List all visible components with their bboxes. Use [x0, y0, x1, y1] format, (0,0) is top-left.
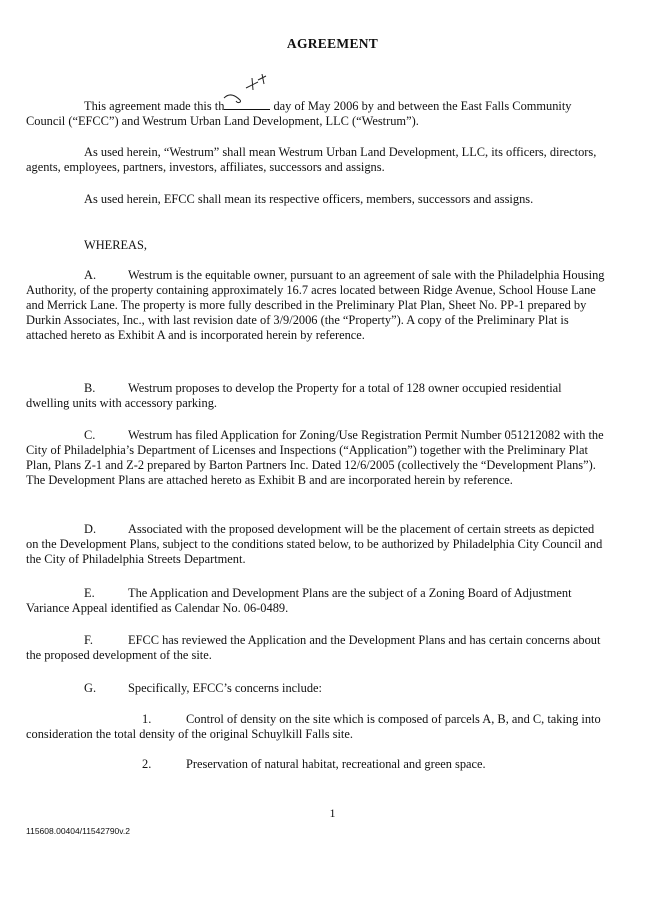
recital-e	[26, 586, 606, 616]
concern-1	[26, 712, 606, 742]
recital-b	[26, 381, 606, 411]
recital-c	[26, 428, 606, 488]
handwritten-date-blank	[224, 96, 270, 110]
intro-text-after: day of May 2006 by and between the East Falls Community Council (“EFCC”) and Westrum Urban Land Development, LLC (“Westrum”).	[26, 99, 572, 128]
recital-text: The Application and Development Plans are the subject of a Zoning Board of Adjustment Variance Appeal identified as Calendar No. 06-0489.	[26, 586, 572, 615]
recital-f	[26, 633, 606, 663]
recital-a	[26, 268, 606, 343]
concern-text: Control of density on the site which is composed of parcels A, B, and C, taking into consideration the total density of the original Schuylkill Falls site.	[26, 712, 601, 741]
recital-letter: F.	[84, 633, 93, 647]
page-number: 1	[329, 806, 336, 820]
recital-letter: A.	[84, 268, 97, 282]
recital-text: Associated with the proposed development will be the placement of certain streets as depicted on the Development Plans, subject to the conditions stated below, to be authorized by Philadelphia City Council and the City of Philadelphia Streets Department.	[26, 522, 603, 566]
whereas-heading: WHEREAS,	[84, 238, 147, 252]
definition-westrum: As used herein, “Westrum” shall mean Westrum Urban Land Development, LLC, its officers, directors, agents, employees, partners, investors, affiliates, successors and assigns.	[26, 145, 597, 174]
recital-letter: E.	[84, 586, 95, 600]
definition-efcc: As used herein, EFCC shall mean its respective officers, members, successors and assigns.	[84, 192, 534, 206]
recital-d	[26, 522, 606, 567]
document-id: 115608.00404/11542790v.2	[26, 826, 130, 836]
recital-text: EFCC has reviewed the Application and the Development Plans and has certain concerns about the proposed development of the site.	[26, 633, 601, 662]
recital-text: Westrum has filed Application for Zoning/Use Registration Permit Number 051212082 with the City of Philadelphia’s Department of Licenses and Inspections (“Application”) together with the Preliminary Plat Plan, Plans Z-1 and Z-2 prepared by Barton Partners Inc. Dated 12/6/2005 (collectively the “Development Plans”). The Development Plans are attached hereto as Exhibit B and are incorporated herein by reference.	[26, 428, 604, 487]
recital-letter: B.	[84, 381, 96, 395]
concern-2	[26, 757, 606, 772]
recital-letter: C.	[84, 428, 96, 442]
concern-number: 1.	[142, 712, 152, 726]
intro-text-before: This agreement made this th	[84, 99, 225, 113]
recital-letter: G.	[84, 681, 97, 695]
concern-text: Preservation of natural habitat, recreational and green space.	[186, 757, 486, 771]
document-title: AGREEMENT	[286, 36, 379, 51]
intro-paragraph	[26, 96, 606, 129]
recital-g	[26, 681, 606, 696]
recital-text: Westrum is the equitable owner, pursuant to an agreement of sale with the Philadelphia Housing Authority, of the property containing approximately 16.7 acres located between Ridge Avenue, School House Lane and Merrick Lane. The property is more fully described in the Preliminary Plat Plan, Sheet No. PP-1 prepared by Durkin Associates, Inc., with last revision date of 3/9/2006 (the “Property”). A copy of the Preliminary Plat is attached hereto as Exhibit A and is incorporated herein by reference.	[26, 268, 605, 342]
recital-text: Westrum proposes to develop the Property for a total of 128 owner occupied residential dwelling units with accessory parking.	[26, 381, 562, 410]
recital-text: Specifically, EFCC’s concerns include:	[128, 681, 322, 695]
recital-letter: D.	[84, 522, 97, 536]
handwritten-date-mark	[222, 74, 276, 108]
concern-number: 2.	[142, 757, 152, 771]
